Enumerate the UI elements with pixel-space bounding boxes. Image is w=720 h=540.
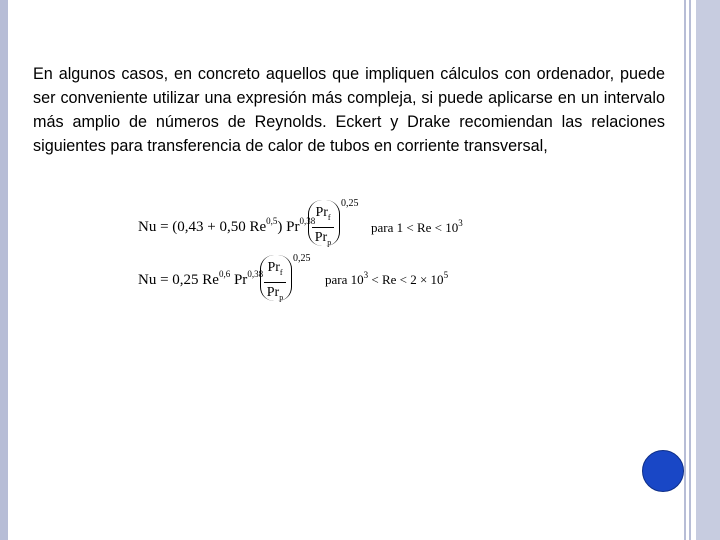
equation-1-main: Nu = (0,43 + 0,50 Re$^{0,5}$) Pr$^{0,38}$ [138,216,316,235]
frame-band [696,0,720,540]
right-frame-rules [684,0,720,540]
circle-icon[interactable] [642,450,684,492]
equation-2-main: Nu = 0,25 Re$^{0,6}$ Pr$^{0,38}$ [138,269,264,288]
equation-1-fraction: $Pr_f$ $Pr_p$ [308,204,338,251]
frame-line [689,0,691,540]
equation-1-condition: para $1 < Re < 10^3$ [371,218,463,235]
equation-2-outer-exponent: 0,25 [293,253,311,264]
left-frame-rule [0,0,8,540]
equation-1-outer-exponent: 0,25 [341,198,359,209]
equation-2-condition: para $10^3 < Re < 2 \times 10^5$ [325,270,449,287]
equation-2-fraction: $Pr_f$ $Pr_p$ [260,259,290,306]
body-paragraph: En algunos casos, en concreto aquellos que impliquen cálculos con ordenador, puede ser conveniente utilizar una expresión más compleja, si puede aplicarse en un intervalo más amplio de números de Reynolds. Eckert y Drake recomiendan las relaciones siguientes para transferencia de calor de tubos en corriente transversal, [33,65,665,155]
frame-line [684,0,686,540]
